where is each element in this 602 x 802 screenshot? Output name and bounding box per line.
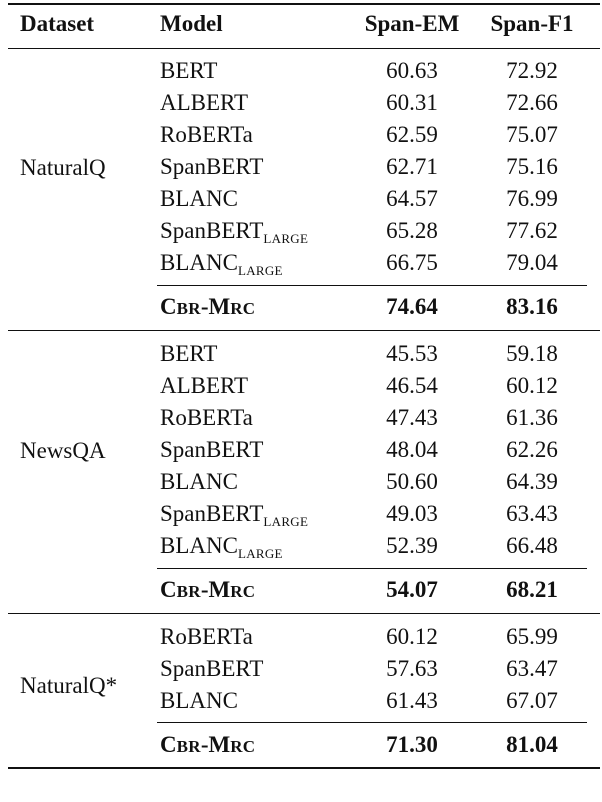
dataset-label: NaturalQ* bbox=[20, 673, 118, 698]
model-base-name: BLANC bbox=[160, 250, 238, 275]
model-name bbox=[160, 250, 283, 279]
model-name: RoBERTa bbox=[160, 405, 253, 430]
bottom-rule bbox=[8, 767, 600, 769]
span-em-value: 64.57 bbox=[386, 186, 438, 211]
model-size-subscript: LARGE bbox=[263, 514, 309, 529]
model-size-subscript: LARGE bbox=[263, 231, 309, 246]
group-2-rule bbox=[8, 613, 600, 614]
model-name bbox=[160, 218, 308, 247]
span-f1-value: 72.92 bbox=[506, 58, 558, 83]
span-f1-best: 81.04 bbox=[506, 732, 558, 757]
model-name: SpanBERT bbox=[160, 656, 264, 681]
model-name: ALBERT bbox=[160, 90, 249, 115]
span-em-value: 49.03 bbox=[386, 501, 438, 526]
group-1-midrule bbox=[157, 285, 587, 286]
model-name: SpanBERT bbox=[160, 154, 264, 179]
span-em-value: 46.54 bbox=[386, 373, 438, 398]
span-f1-value: 72.66 bbox=[506, 90, 558, 115]
model-name: SpanBERT bbox=[160, 437, 264, 462]
span-em-best: 71.30 bbox=[386, 732, 438, 757]
model-name: BERT bbox=[160, 341, 218, 366]
model-name: BERT bbox=[160, 58, 218, 83]
span-em-value: 48.04 bbox=[386, 437, 438, 462]
model-name bbox=[160, 501, 308, 530]
top-rule bbox=[8, 3, 600, 5]
span-em-value: 60.12 bbox=[386, 624, 438, 649]
group-1-rule bbox=[8, 330, 600, 331]
proposed-model-name: CBR-MRC bbox=[160, 732, 256, 757]
span-f1-best: 83.16 bbox=[506, 294, 558, 319]
span-em-value: 57.63 bbox=[386, 656, 438, 681]
span-f1-value: 67.07 bbox=[506, 688, 558, 713]
span-f1-value: 63.43 bbox=[506, 501, 558, 526]
span-em-value: 47.43 bbox=[386, 405, 438, 430]
span-f1-value: 77.62 bbox=[506, 218, 558, 243]
header-rule bbox=[8, 48, 600, 49]
header-model: Model bbox=[160, 11, 223, 36]
span-em-value: 45.53 bbox=[386, 341, 438, 366]
span-em-value: 61.43 bbox=[386, 688, 438, 713]
span-f1-value: 76.99 bbox=[506, 186, 558, 211]
span-f1-value: 75.16 bbox=[506, 154, 558, 179]
model-name: RoBERTa bbox=[160, 122, 253, 147]
model-base-name: SpanBERT bbox=[160, 218, 264, 243]
group-2-midrule bbox=[157, 568, 587, 569]
span-em-value: 50.60 bbox=[386, 469, 438, 494]
span-em-value: 66.75 bbox=[386, 250, 438, 275]
span-em-value: 60.31 bbox=[386, 90, 438, 115]
proposed-model-name: CBR-MRC bbox=[160, 294, 256, 319]
span-f1-value: 64.39 bbox=[506, 469, 558, 494]
model-name: BLANC bbox=[160, 186, 238, 211]
span-f1-value: 79.04 bbox=[506, 250, 558, 275]
dataset-label: NewsQA bbox=[20, 438, 106, 463]
model-base-name: SpanBERT bbox=[160, 501, 264, 526]
span-f1-value: 65.99 bbox=[506, 624, 558, 649]
span-em-value: 52.39 bbox=[386, 533, 438, 558]
header-span-em: Span-EM bbox=[364, 11, 460, 36]
model-size-subscript: LARGE bbox=[237, 263, 283, 278]
model-name: BLANC bbox=[160, 469, 238, 494]
span-f1-value: 60.12 bbox=[506, 373, 558, 398]
span-em-value: 60.63 bbox=[386, 58, 438, 83]
span-f1-value: 75.07 bbox=[506, 122, 558, 147]
span-em-value: 65.28 bbox=[386, 218, 438, 243]
span-em-value: 62.71 bbox=[386, 154, 438, 179]
model-name: ALBERT bbox=[160, 373, 249, 398]
span-em-value: 62.59 bbox=[386, 122, 438, 147]
span-f1-value: 61.36 bbox=[506, 405, 558, 430]
span-f1-value: 66.48 bbox=[506, 533, 558, 558]
group-3-midrule bbox=[157, 722, 587, 723]
model-base-name: BLANC bbox=[160, 533, 238, 558]
model-name: RoBERTa bbox=[160, 624, 253, 649]
model-size-subscript: LARGE bbox=[237, 546, 283, 561]
span-em-best: 54.07 bbox=[386, 577, 438, 602]
span-f1-value: 62.26 bbox=[506, 437, 558, 462]
header-span-f1: Span-F1 bbox=[490, 11, 574, 36]
span-f1-value: 63.47 bbox=[506, 656, 558, 681]
proposed-model-name: CBR-MRC bbox=[160, 577, 256, 602]
dataset-label: NaturalQ bbox=[20, 155, 106, 180]
header-dataset: Dataset bbox=[20, 11, 95, 36]
model-name: BLANC bbox=[160, 688, 238, 713]
span-em-best: 74.64 bbox=[386, 294, 438, 319]
span-f1-best: 68.21 bbox=[506, 577, 558, 602]
span-f1-value: 59.18 bbox=[506, 341, 558, 366]
model-name bbox=[160, 533, 283, 562]
